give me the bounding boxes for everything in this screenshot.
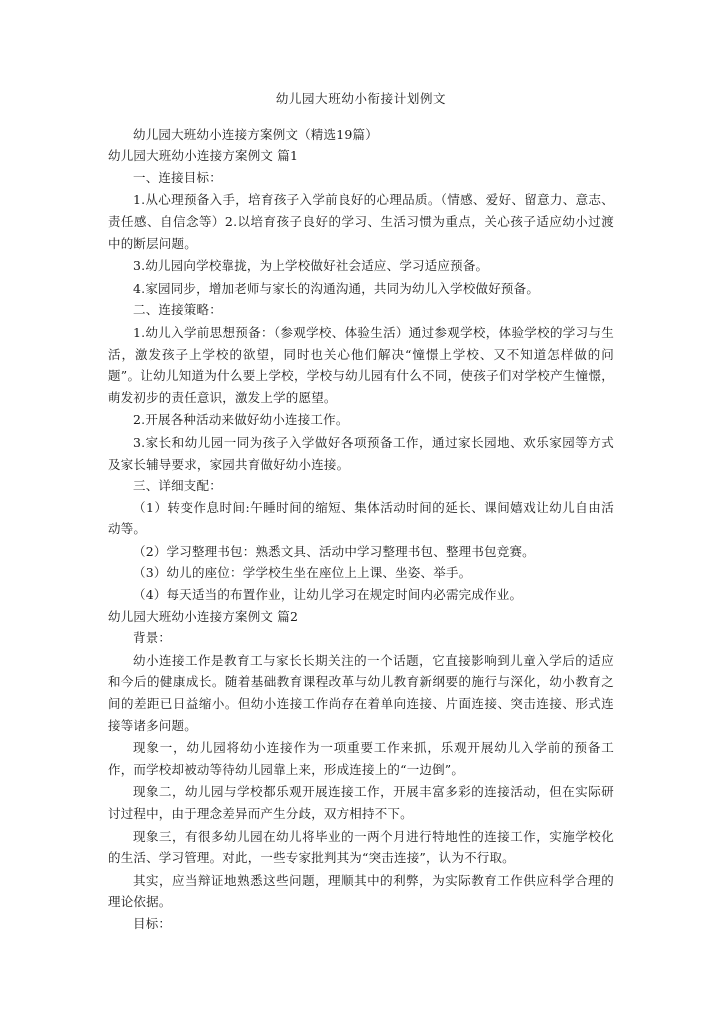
s1-strategy-heading: 二、连接策略： [133,302,222,318]
s1-strategy-paragraph-3: 3.家长和幼儿园一同为孩子入学做好各项预备工作，通过家长园地、欢乐家园等方式及家长辅导要求，家园共育做好幼小连接。 [108,434,614,472]
s1-plan-heading: 三、详细支配： [133,478,222,494]
s1-goal-paragraph-4: 4.家园同步，增加老师与家长的沟通沟通，共同为幼儿入学校做好预备。 [133,280,540,296]
s2-phenomenon-2: 现象二，幼儿园与学校都乐观开展连接工作，开展丰富多彩的连接活动，但在实际研讨过程中，由于理念差异而产生分歧，双方相持不下。 [108,784,614,821]
s1-plan-item-1: （1）转变作息时间:午睡时间的缩短、集体活动时间的延长、课间嬉戏让幼儿自由活动等。 [108,499,614,537]
s2-phenomenon-3: 现象三，有很多幼儿园在幼儿将毕业的一两个月进行特地性的连接工作，实施学校化的生活、学习管理。对此，一些专家批判其为“突击连接”，认为不行取。 [108,828,614,866]
section-1-heading: 幼儿园大班幼小连接方案例文 篇1 [108,148,299,164]
s1-goal-paragraph-1: 1.从心理预备入手，培育孩子入学前良好的心理品质。（情感、爱好、留意力、意志、责任感、自信念等）2.以培育孩子良好的学习、生活习惯为重点，关心孩子适应幼小过渡中的断层问题。 [108,192,614,251]
s1-plan-item-2: （2）学习整理书包：熟悉文具、活动中学习整理书包、整理书包竞赛。 [133,543,535,559]
s2-background-paragraph: 幼小连接工作是教育工与家长长期关注的一个话题，它直接影响到儿童入学后的适应和今后的健康成长。随着基础教育课程改革与幼儿教育新纲要的施行与深化，幼小教育之间的差距已日益缩小。但幼小连接工作尚存在着单向连接、片面连接、突击连接、形式连接等诸多问题。 [108,652,614,733]
s1-plan-item-4: （4）每天适当的布置作业，让幼儿学习在规定时间内必需完成作业。 [133,587,523,603]
section-2-heading: 幼儿园大班幼小连接方案例文 篇2 [108,608,299,624]
s2-conclusion: 其实，应当辩证地熟悉这些问题，理顺其中的利弊，为实际教育工作供应科学合理的理论依据。 [108,872,614,910]
document-page [108,88,614,935]
s2-background-heading: 背景： [133,630,172,646]
s1-plan-item-3: （3）幼儿的座位：学学校生坐在座位上上课、坐姿、举手。 [133,565,472,581]
s1-goal-paragraph-3: 3.幼儿园向学校靠拢，为上学校做好社会适应、学习适应预备。 [133,258,489,274]
document-title: 幼儿园大班幼小衔接计划例文 [275,91,447,106]
s1-goal-heading: 一、连接目标： [133,169,222,185]
s2-phenomenon-1: 现象一，幼儿园将幼小连接作为一项重要工作来抓，乐观开展幼儿入学前的预备工作，而学校却被动等待幼儿园靠上来，形成连接上的“一边倒”。 [108,740,614,777]
document-subtitle: 幼儿园大班幼小连接方案例文（精选19篇） [133,126,378,142]
s1-strategy-paragraph-1: 1.幼儿入学前思想预备：（参观学校、体验生活）通过参观学校，体验学校的学习与生活，激发孩子上学校的欲望，同时也关心他们解决“憧憬上学校、又不知道怎样做的问题”。让幼儿知道为什么要上学校，学校与幼儿园有什么不同，使孩子们对学校产生憧憬，萌发初步的责任意识，激发上学的愿望。 [108,324,614,405]
s1-strategy-paragraph-2: 2.开展各种活动来做好幼小连接工作。 [133,412,349,428]
s2-goal-heading: 目标： [133,915,172,931]
